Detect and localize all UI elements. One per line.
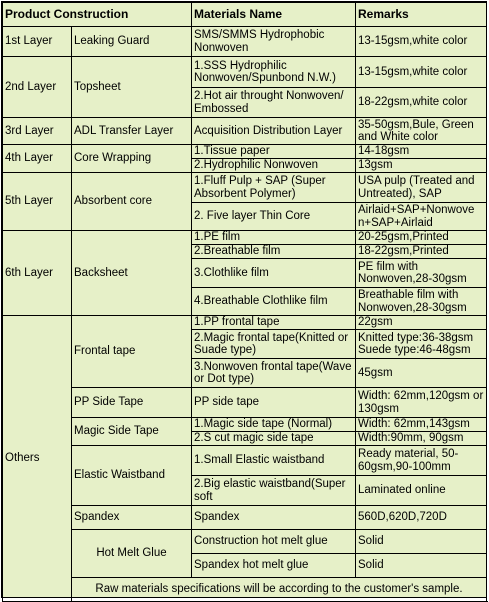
material-cell: 1.Small Elastic waistband [192,446,356,476]
table-row [3,530,487,554]
material-cell: Acquisition Distribution Layer [192,118,356,145]
footer-note: Raw materials specifications will be according to the customer's sample. [72,578,487,602]
material-cell: 2.S cut magic side tape [192,432,356,446]
remark-cell: 45gsm [356,359,487,388]
remark-cell: 35-50gsm,Bule, Green and White color [356,118,487,145]
layer-label: 2nd Layer [3,57,72,118]
material-cell: 3.Nonwoven frontal tape(Wave or Dot type) [192,359,356,388]
material-cell: SMS/SMMS Hydrophobic Nonwoven [192,27,356,57]
material-cell: 1.SSS Hydrophilic Nonwoven/Spunbond N.W.) [192,57,356,88]
remark-cell: 18-22gsm,white color [356,88,487,118]
material-cell: 3.Clothlike film [192,259,356,288]
material-cell: 2.Magic frontal tape(Knitted or Suade type) [192,330,356,359]
remark-cell: 22gsm [356,316,487,330]
table-row [3,316,487,330]
material-cell: 1.PP frontal tape [192,316,356,330]
remark-cell: 18-22gsm,Printed [356,245,487,259]
specification-sheet [1,1,487,598]
layer-label: 3rd Layer [3,118,72,145]
component-name: PP Side Tape [72,388,192,418]
component-name: Absorbent core [72,173,192,231]
remark-cell: Laminated online [356,476,487,506]
table-row [3,446,487,476]
header-materials-name: Materials Name [192,3,356,27]
table-row [3,57,487,88]
table-row [3,118,487,145]
material-cell: 2.Hot air throught Nonwoven/ Embossed [192,88,356,118]
material-cell: 2.Hydrophilic Nonwoven [192,159,356,173]
remark-cell: 13-15gsm,white color [356,57,487,88]
remark-cell: Width:90mm, 90gsm [356,432,487,446]
material-cell: 1.Fluff Pulp + SAP (Super Absorbent Polymer) [192,173,356,203]
remark-cell: 13gsm [356,159,487,173]
material-cell: PP side tape [192,388,356,418]
component-name: Elastic Waistband [72,446,192,506]
table-row [3,145,487,159]
remark-cell: Width: 62mm,143gsm [356,418,487,432]
component-name: Frontal tape [72,316,192,388]
table-row [3,173,487,203]
material-cell: 2. Five layer Thin Core [192,203,356,231]
material-cell: 1.Tissue paper [192,145,356,159]
remark-cell: Airlaid+SAP+Nonwove n+SAP+Airlaid [356,203,487,231]
table-row [3,27,487,57]
table-row [3,506,487,530]
material-cell: 2.Big elastic waistband(Super soft [192,476,356,506]
component-name: ADL Transfer Layer [72,118,192,145]
component-name: Spandex [72,506,192,530]
component-name: Backsheet [72,231,192,316]
header-remarks: Remarks [356,3,487,27]
footer-row [3,578,487,602]
remark-cell: Ready material, 50-60gsm,90-100mm [356,446,487,476]
remark-cell: 20-25gsm,Printed [356,231,487,245]
others-label: Others [3,316,72,602]
remark-cell: Knitted type:36-38gsm Suede type:46-48gsm [356,330,487,359]
table-row [3,231,487,245]
component-name: Core Wrapping [72,145,192,173]
material-cell: 2.Breathable film [192,245,356,259]
component-name: Magic Side Tape [72,418,192,446]
component-name: Hot Melt Glue [72,530,192,578]
table-row [3,418,487,432]
material-cell: Spandex [192,506,356,530]
material-cell: 1.PE film [192,231,356,245]
remark-cell: PE film with Nonwoven,28-30gsm [356,259,487,288]
header-product-construction: Product Construction [3,3,192,27]
layer-label: 5th Layer [3,173,72,231]
table-row [3,388,487,418]
layer-label: 4th Layer [3,145,72,173]
materials-table [2,2,487,602]
remark-cell: Width: 62mm,120gsm or 130gsm [356,388,487,418]
material-cell: Construction hot melt glue [192,530,356,554]
material-cell: Spandex hot melt glue [192,554,356,578]
component-name: Leaking Guard [72,27,192,57]
remark-cell: Solid [356,530,487,554]
material-cell: 4.Breathable Clothlike film [192,288,356,316]
remark-cell: 13-15gsm,white color [356,27,487,57]
component-name: Topsheet [72,57,192,118]
remark-cell: Breathable film with Nonwoven,28-30gsm [356,288,487,316]
remark-cell: 14-18gsm [356,145,487,159]
remark-cell: Solid [356,554,487,578]
layer-label: 1st Layer [3,27,72,57]
remark-cell: USA pulp (Treated and Untreated), SAP [356,173,487,203]
layer-label: 6th Layer [3,231,72,316]
material-cell: 1.Magic side tape (Normal) [192,418,356,432]
remark-cell: 560D,620D,720D [356,506,487,530]
header-row [3,3,487,27]
